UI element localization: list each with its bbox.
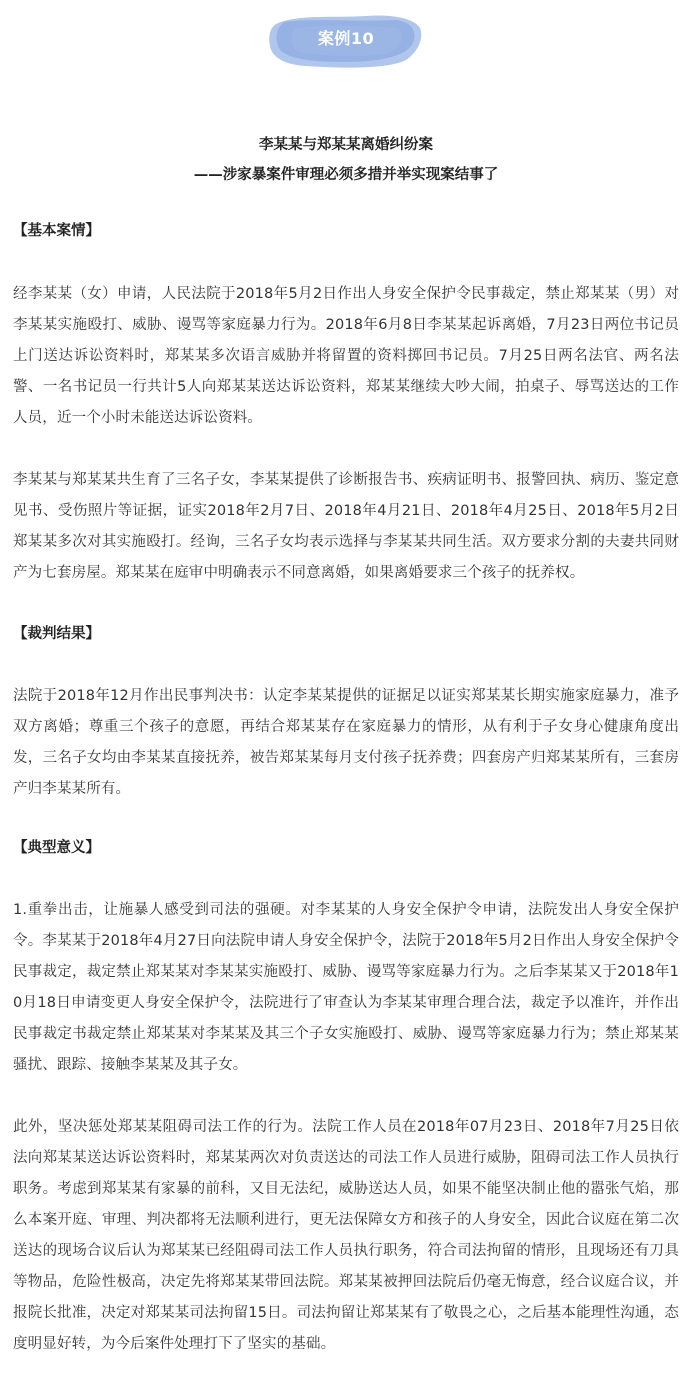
paragraph-basic-facts-1: 经李某某（女）申请，人民法院于2018年5月2日作出人身安全保护令民事裁定，禁止郑某某（男）对李某某实施殴打、威胁、谩骂等家庭暴力行为。2018年6月8日李某某起诉离婚，7月23日两位书记员上门送达诉讼资料时，郑某某多次语言威胁并将留置的资料掷回书记员。7月25日两名法官、两名法警、一名书记员一行共计5人向郑某某送达诉讼资料，郑某某继续大吵大闹，拍桌子、辱骂送达的工作人员，近一个小时未能送达诉讼资料。 xyxy=(13,286,679,426)
article-body xyxy=(13,210,679,1360)
article-title-block xyxy=(0,130,692,190)
paragraph-significance-1: 1.重拳出击，让施暴人感受到司法的强硬。对李某某的人身安全保护令申请，法院发出人身安全保护令。李某某于2018年4月27日向法院申请人身安全保护令，法院于2018年5月2日作出人身安全保护令民事裁定，裁定禁止郑某某对李某某实施殴打、威胁、谩骂等家庭暴力行为。之后李某某又于2018年10月18日申请变更人身安全保护令，法院进行了审查认为李某某审理合理合法，裁定予以准许，并作出民事裁定书裁定禁止郑某某对李某某及其三个子女实施殴打、威胁、谩骂等家庭暴力行为；禁止郑某某骚扰、跟踪、接触李某某及其子女。 xyxy=(13,902,679,1073)
case-number-badge xyxy=(266,10,426,72)
case-number-label: 案例10 xyxy=(317,29,375,48)
case-title: 李某某与郑某某离婚纠纷案 xyxy=(259,137,433,153)
paragraph-basic-facts-2: 李某某与郑某某共生育了三名子女，李某某提供了诊断报告书、疾病证明书、报警回执、病历、鉴定意见书、受伤照片等证据，证实2018年2月7日、2018年4月21日、2018年4月25日、2018年5月2日郑某某多次对其实施殴打。经询，三名子女均表示选择与李某某共同生活。双方要求分割的夫妻共同财产为七套房屋。郑某某在庭审中明确表示不同意离婚，如果离婚要求三个孩子的抚养权。 xyxy=(13,472,679,581)
paragraph-judgment-1: 法院于2018年12月作出民事判决书：认定李某某提供的证据足以证实郑某某长期实施家庭暴力，准予双方离婚；尊重三个孩子的意愿，再结合郑某某存在家庭暴力的情形，从有利于子女身心健康角度出发，三名子女均由李某某直接抚养，被告郑某某每月支付孩子抚养费；四套房产归郑某某所有，三套房产归李某某所有。 xyxy=(13,688,679,797)
case-subtitle: ——涉家暴案件审理必须多措并举实现案结事了 xyxy=(193,167,499,183)
section-heading-judgment: 【裁判结果】 xyxy=(13,626,100,642)
section-heading-significance: 【典型意义】 xyxy=(13,840,100,856)
section-heading-basic-facts: 【基本案情】 xyxy=(13,223,100,239)
paragraph-significance-2: 此外，坚决惩处郑某某阻碍司法工作的行为。法院工作人员在2018年07月23日、2018年7月25日依法向郑某某送达诉讼资料时，郑某某两次对负责送达的司法工作人员进行威胁，阻碍司法工作人员执行职务。考虑到郑某某有家暴的前科，又目无法纪，威胁送达人员，如果不能坚决制止他的嚣张气焰，那么本案开庭、审理、判决都将无法顺利进行，更无法保障女方和孩子的人身安全，因此合议庭在第二次送达的现场合议后认为郑某某已经阻碍司法工作人员执行职务，符合司法拘留的情形，且现场还有刀具等物品，危险性极高，决定先将郑某某带回法院。郑某某被押回法院后仍毫无悔意，经合议庭合议，并报院长批准，决定对郑某某司法拘留15日。司法拘留让郑某某有了敬畏之心，之后基本能理性沟通，态度明显好转，为今后案件处理打下了坚实的基础。 xyxy=(13,1119,679,1352)
